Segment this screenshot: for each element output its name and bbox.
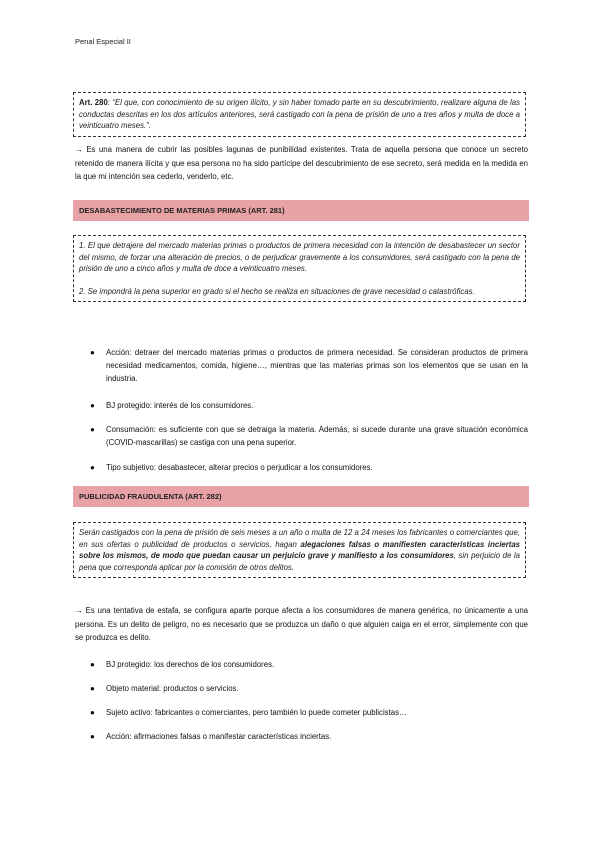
- list-item-text: Tipo subjetivo: desabastecer, alterar precios o perjudicar a los consumidores.: [106, 463, 373, 472]
- article-280-quote: [73, 92, 526, 137]
- article-282-text-bold: alegaciones falsas o manifiesten características inciertas sobre los mismos, de modo que puedan causar un perjuicio grave y manifiesto a los consumidores: [79, 539, 520, 560]
- list-item-text: BJ protegido: los derechos de los consumidores.: [106, 660, 275, 669]
- bullet-dot-icon: ●: [90, 708, 95, 717]
- list-item: [92, 730, 528, 743]
- list-item: [92, 682, 528, 695]
- article-282-quote: [73, 522, 526, 578]
- list-item-text: Consumación: es suficiente con que se detraiga la materia. Además, si sucede durante una grave situación económica (COVID-mascarillas) se castiga con una pena superior.: [106, 425, 528, 447]
- page-header: Penal Especial II: [75, 37, 131, 46]
- list-item: [92, 399, 528, 412]
- list-item-text: Objeto material: productos o servicios.: [106, 684, 239, 693]
- list-item-text: Acción: detraer del mercado materias primas o productos de primera necesidad. Se consideran productos de primera necesidad medicamentos, comida, higiene…, mientras que las materias primas son los elementos que se usan en la industria.: [106, 348, 528, 383]
- article-281-paragraph-2: 2. Se impondrá la pena superior en grado si el hecho se realiza en situaciones de grave necesidad o catastróficas.: [79, 286, 475, 296]
- section-heading-desabastecimiento: DESABASTECIMIENTO DE MATERIAS PRIMAS (ART. 281): [73, 200, 529, 221]
- paragraph-secret: → Es una manera de cubrir las posibles lagunas de punibilidad existentes. Trata de aquella persona que conoce un secreto retenido de manera ilícita y que esa persona no ha sido partícipe del descubrimiento de ese secreto, será medida en la medida en la que mi intención sea cederlo, venderlo, etc.: [75, 145, 528, 181]
- list-item: [92, 658, 528, 671]
- section-heading-publicidad: PUBLICIDAD FRAUDULENTA (ART. 282): [73, 486, 529, 507]
- list-item: [92, 461, 528, 474]
- list-item: [92, 706, 528, 719]
- article-282-text-end: , sin perjuicio de la pena que corresponda aplicar por la comisión de otros delitos.: [79, 551, 520, 572]
- list-item-text: Sujeto activo: fabricantes o comerciantes, pero también lo puede cometer publicistas…: [106, 708, 407, 717]
- list-item-text: Acción: afirmaciones falsas o manifestar características inciertas.: [106, 732, 332, 741]
- article-282-text-start: Serán castigados con la pena de prisión de seis meses a un año o multa de 12 a 24 meses los fabricantes o comerciantes que, en sus ofertas o publicidad de productos o servicios, hagan: [79, 528, 520, 549]
- article-281-quote: [73, 235, 526, 302]
- article-280-text: : “El que, con conocimiento de su origen ilícito, y sin haber tomado parte en su descubrimiento, realizare alguna de las conductas descritas en los dos artículos anteriores, será castigado con la pena de prisión de uno a tres años y multa de doce a veinticuatro meses.”.: [79, 98, 520, 130]
- paragraph-tentativa: → Es una tentativa de estafa, se configura aparte porque afecta a los consumidores de manera genérica, no únicamente a una persona. Es un delito de peligro, no es necesario que se produzca un daño o que alguien caiga en el error, simplemente con que se produzca es delito.: [75, 606, 528, 642]
- bullet-dot-icon: ●: [90, 348, 95, 357]
- list-item: [92, 423, 528, 449]
- bullet-dot-icon: ●: [90, 463, 95, 472]
- list-item: [92, 346, 528, 385]
- bullet-dot-icon: ●: [90, 425, 95, 434]
- article-ref: Art. 280: [79, 98, 108, 107]
- bullet-dot-icon: ●: [90, 684, 95, 693]
- list-item-text: BJ protegido: interés de los consumidores.: [106, 401, 254, 410]
- bullet-dot-icon: ●: [90, 732, 95, 741]
- article-281-paragraph-1: 1. El que detrajere del mercado materias primas o productos de primera necesidad con la intención de desabastecer un sector del mismo, de forzar una alteración de precios, o de perjudicar gravemente a los consumidores, será castigado con la pena de prisión de uno a cinco años y multa de doce a veinticuatro meses.: [79, 241, 520, 273]
- bullet-dot-icon: ●: [90, 660, 95, 669]
- bullet-dot-icon: ●: [90, 401, 95, 410]
